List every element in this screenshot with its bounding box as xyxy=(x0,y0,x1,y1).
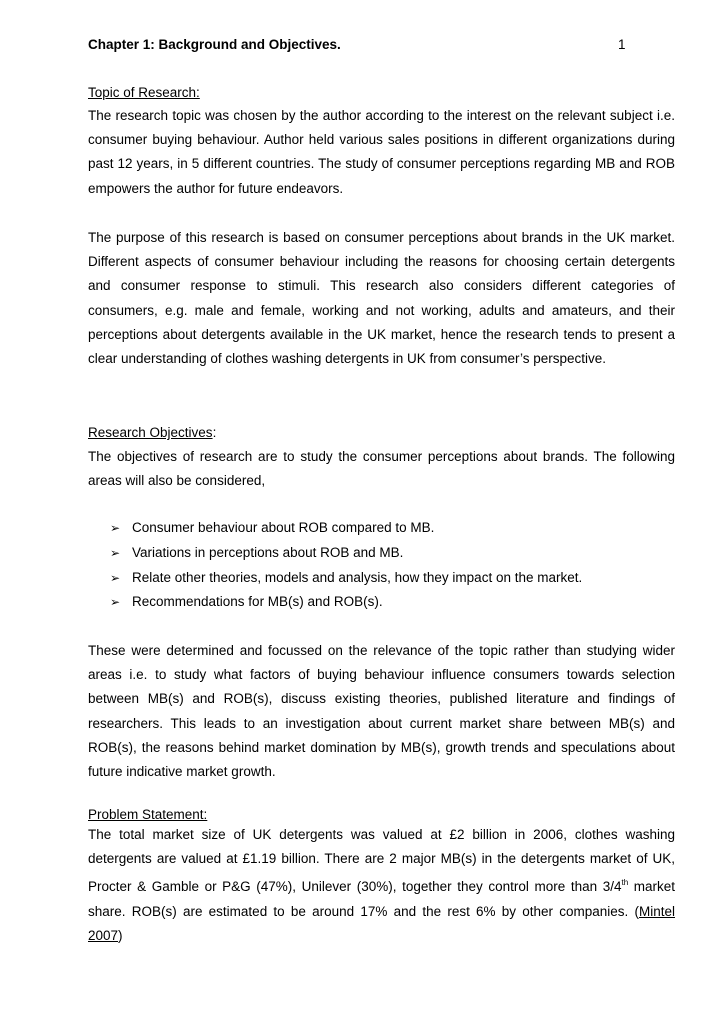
problem-heading xyxy=(88,805,207,825)
page-number: 1 xyxy=(618,37,626,52)
objectives-heading-colon: : xyxy=(212,425,217,440)
chapter-title: Chapter 1: Background and Objectives. xyxy=(88,37,341,52)
topic-heading xyxy=(88,83,200,103)
problem-text-main: The total market size of UK detergents was valued at £2 billion in 2006, clothes washing detergents are valued at £1.19 billion. There are 2 major MB(s) in the detergents market of UK, Procter & Gamble or P&G (47%), Unilever (30%), together they control more than 3/4 xyxy=(88,827,675,895)
list-item-text: Consumer behaviour about ROB compared to MB. xyxy=(132,520,435,535)
arrow-bullet-icon: ➢ xyxy=(110,545,121,560)
problem-heading-text: Problem Statement: xyxy=(88,807,208,822)
arrow-bullet-icon: ➢ xyxy=(110,521,121,535)
list-item xyxy=(106,541,582,566)
superscript-th: th xyxy=(621,878,629,888)
list-item xyxy=(106,516,582,541)
objectives-heading xyxy=(88,423,216,443)
arrow-bullet-icon: ➢ xyxy=(110,570,121,585)
page-header xyxy=(88,37,675,57)
objectives-list xyxy=(106,516,582,615)
problem-text-rest: market share. ROB(s) are estimated to be around 17% and the rest 6% by other companies. ( xyxy=(88,879,675,919)
topic-paragraph-1: The research topic was chosen by the author according to the interest on the relevant subject i.e. consumer buying behaviour. Author held various sales positions in different organizations during past 12 years, in 5 different countries. The study of consumer perceptions regarding MB and ROB empowers the author for future endeavors. xyxy=(88,108,675,196)
objectives-heading-text: Research Objectives xyxy=(88,425,213,440)
list-item xyxy=(106,566,582,591)
list-item xyxy=(106,590,582,615)
topic-heading-text: Topic of Research: xyxy=(88,85,200,100)
arrow-bullet-icon: ➢ xyxy=(110,595,121,610)
citation-link[interactable]: Mintel 2007 xyxy=(88,903,675,943)
problem-paragraph xyxy=(88,823,675,948)
topic-paragraph-2: The purpose of this research is based on consumer perceptions about brands in the UK market. Different aspects of consumer behaviour including the reasons for choosing certain detergents and consumer response to stimuli. This research also considers different categories of consumers, e.g. male and female, working and not working, adults and amateurs, and their perceptions about detergents available in the UK market, hence the research tends to present a clear understanding of clothes washing detergents in UK from consumer’s perspective. xyxy=(88,230,675,367)
citation-close: ) xyxy=(118,927,123,943)
objectives-paragraph: These were determined and focussed on the relevance of the topic rather than studying wider areas i.e. to study what factors of buying behaviour influence consumers towards selection between MB(s) and ROB(s), discuss existing theories, published literature and findings of researchers. This leads to an investigation about current market share between MB(s) and ROB(s), the reasons behind market domination by MB(s), growth trends and speculations about future indicative market growth. xyxy=(88,643,675,780)
list-item-text: Recommendations for MB(s) and ROB(s). xyxy=(132,594,383,610)
objectives-intro: The objectives of research are to study the consumer perceptions about brands. The following areas will also be considered, xyxy=(88,449,675,489)
list-item-text: Relate other theories, models and analysis, how they impact on the market. xyxy=(132,569,583,585)
list-item-text: Variations in perceptions about ROB and MB. xyxy=(132,544,404,560)
